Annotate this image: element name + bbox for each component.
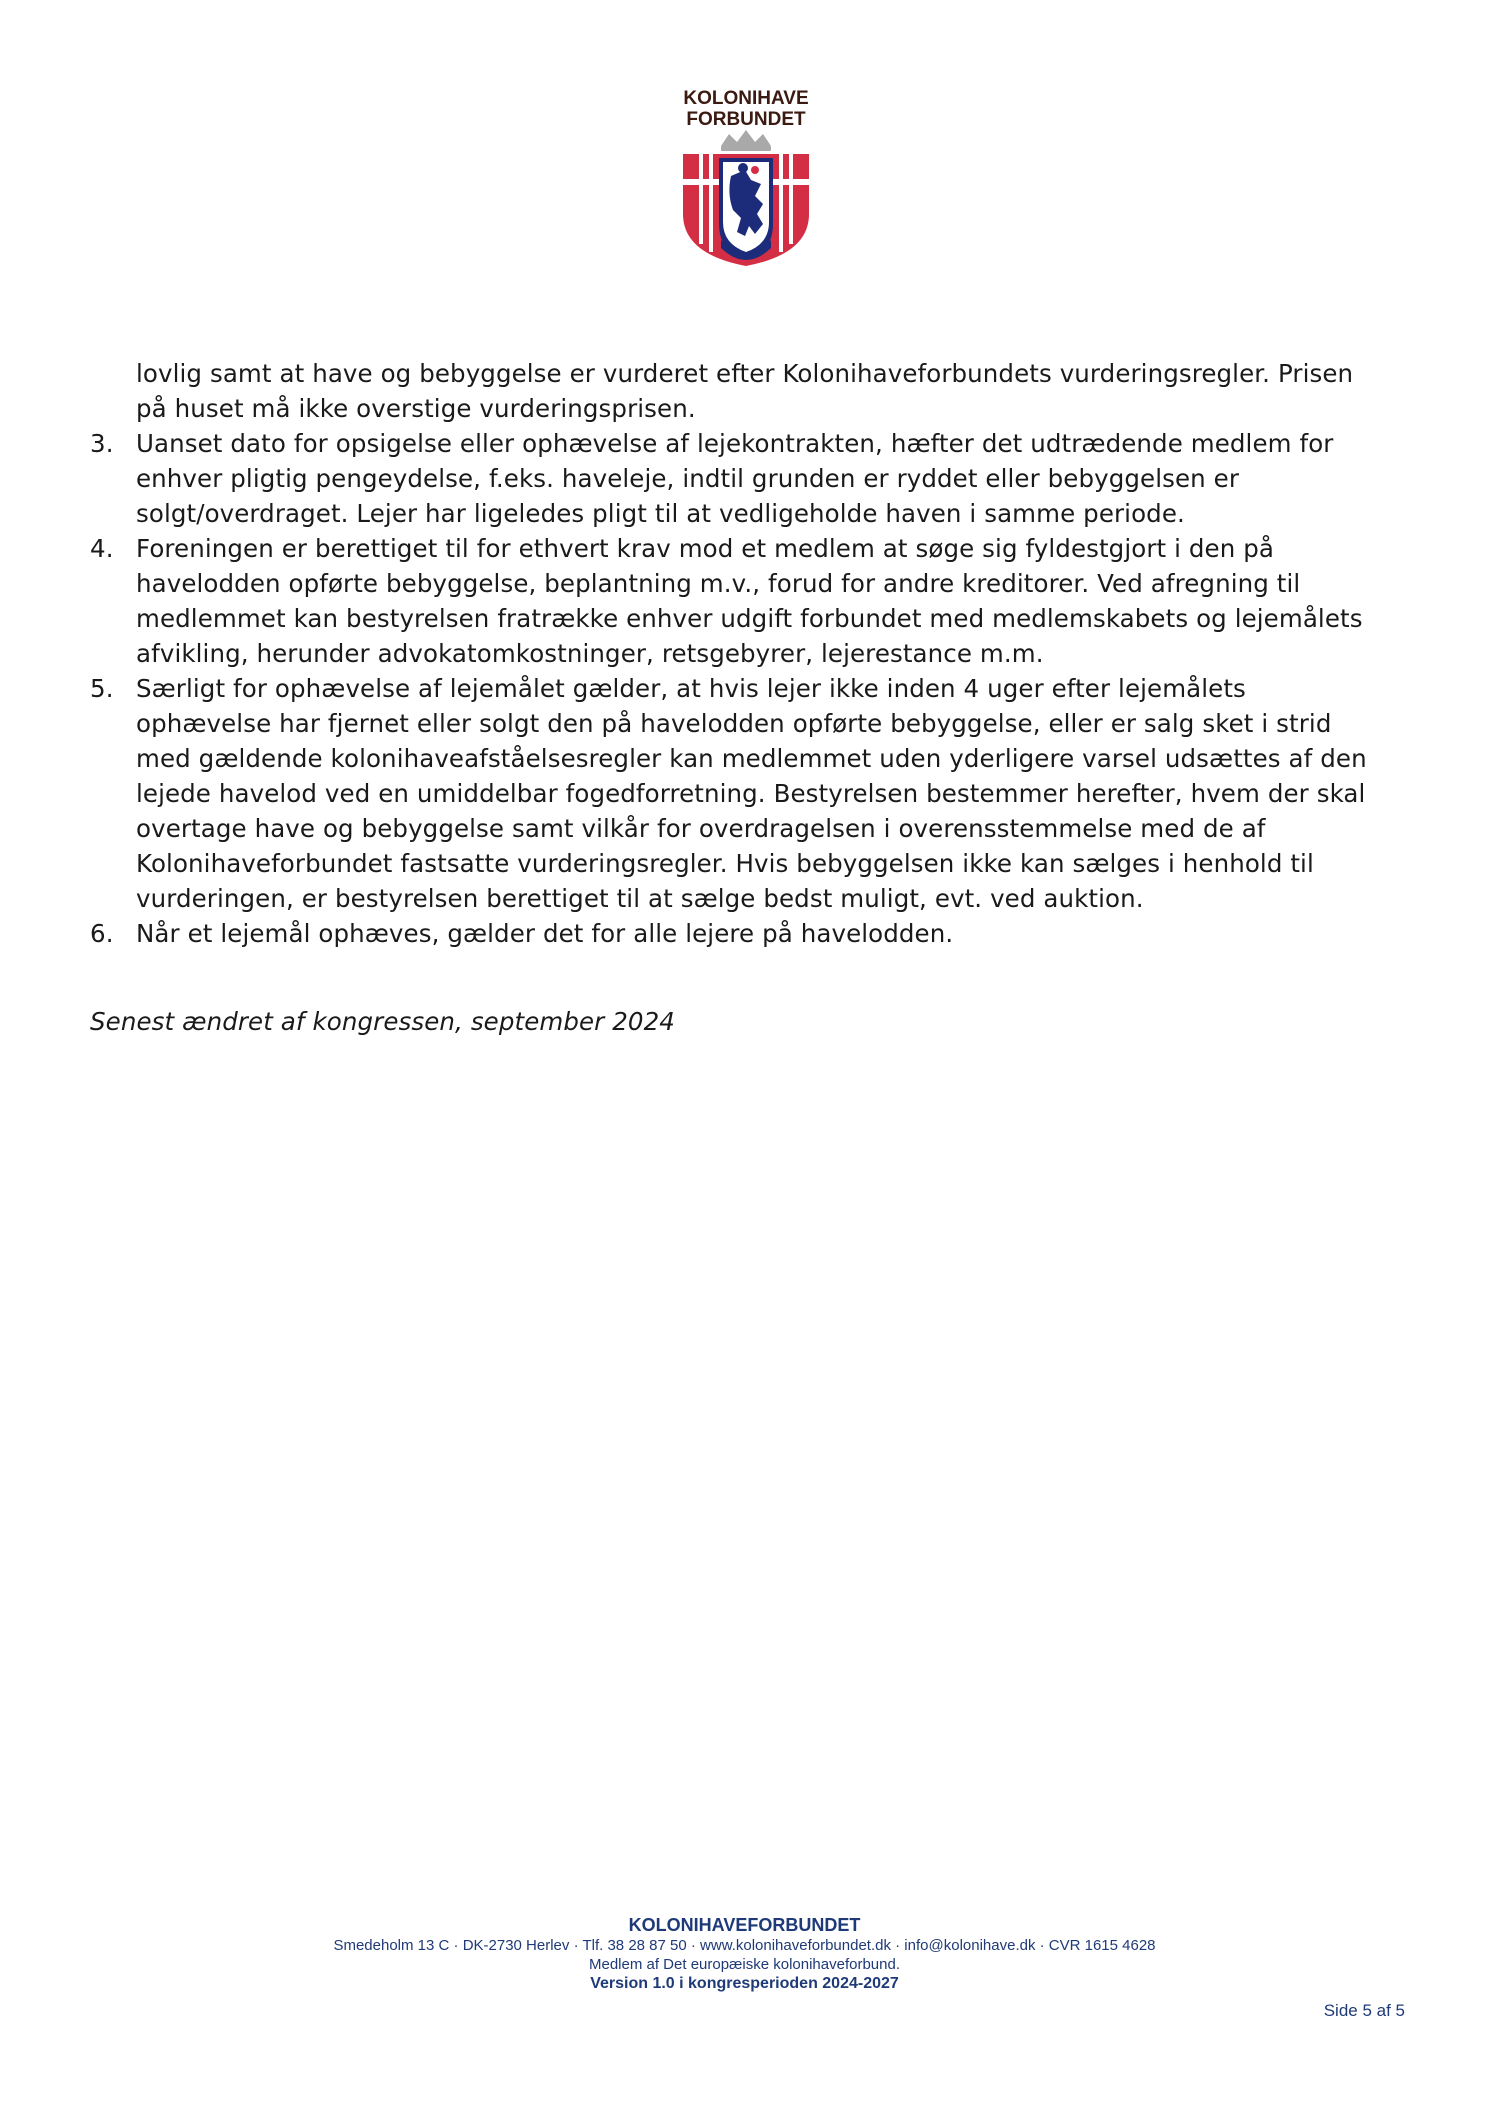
logo-line1: KOLONIHAVE	[683, 88, 809, 109]
list-item	[90, 916, 1410, 951]
list-item-number: 6.	[90, 919, 114, 948]
list-item-line: med gældende kolonihaveafståelsesregler kan medlemmet uden yderligere varsel udsættes af den	[136, 744, 1367, 773]
list-item	[90, 671, 1410, 916]
list-item-number: 3.	[90, 429, 114, 458]
list-item-line: Uanset dato for opsigelse eller ophævelse af lejekontrakten, hæfter det udtrædende medlem for	[136, 429, 1334, 458]
document-body	[90, 356, 1410, 1039]
list-item-line: enhver pligtig pengeydelse, f.eks. haveleje, indtil grunden er ryddet eller bebyggelsen er	[136, 464, 1240, 493]
shield-icon	[683, 154, 809, 266]
list-item-number: 4.	[90, 534, 114, 563]
list-item-number: 5.	[90, 674, 114, 703]
list-item-line: Foreningen er berettiget til for ethvert krav mod et medlem at søge sig fyldestgjort i den på	[136, 534, 1274, 563]
intro-line-1: lovlig samt at have og bebyggelse er vurderet efter Kolonihaveforbundets vurderingsregler. Prisen	[136, 359, 1354, 388]
intro-line-2: på huset må ikke overstige vurderingsprisen.	[136, 394, 696, 423]
logo-line2: FORBUNDET	[686, 109, 806, 130]
logo-emblem-icon	[671, 84, 821, 268]
footer-address: Smedeholm 13 C · DK-2730 Herlev · Tlf. 38 28 87 50 · www.kolonihaveforbundet.dk · info@kolonihave.dk · CVR 1615 4628	[333, 1937, 1156, 1954]
list-item-line: solgt/overdraget. Lejer har ligeledes pligt til at vedligeholde haven i samme periode.	[136, 499, 1185, 528]
footer-membership: Medlem af Det europæiske kolonihaveforbund.	[588, 1956, 900, 1973]
list-item-line: vurderingen, er bestyrelsen berettiget til at sælge bedst muligt, evt. ved auktion.	[136, 884, 1144, 913]
list-item	[90, 426, 1410, 531]
list-item-line: Kolonihaveforbundet fastsatte vurderingsregler. Hvis bebyggelsen ikke kan sælges i henhold til	[136, 849, 1314, 878]
list-item-line: Når et lejemål ophæves, gælder det for alle lejere på havelodden.	[136, 919, 954, 948]
list-item-line: afvikling, herunder advokatomkostninger, retsgebyrer, lejerestance m.m.	[136, 639, 1044, 668]
list-item	[90, 531, 1410, 671]
list-item-line: medlemmet kan bestyrelsen fratrække enhver udgift forbundet med medlemskabets og lejemålets	[136, 604, 1363, 633]
list-item-line: lejede havelod ved en umiddelbar fogedforretning. Bestyrelsen bestemmer herefter, hvem der skal	[136, 779, 1366, 808]
page-footer	[0, 1914, 1489, 1994]
list-item-line: overtage have og bebyggelse samt vilkår for overdragelsen i overensstemmelse med de af	[136, 814, 1266, 843]
list-item-line: havelodden opførte bebyggelse, beplantning m.v., forud for andre kreditorer. Ved afregning til	[136, 569, 1301, 598]
footer-org-name: KOLONIHAVEFORBUNDET	[628, 1915, 861, 1935]
footer-version: Version 1.0 i kongresperioden 2024-2027	[590, 1975, 899, 1992]
rules-list	[90, 426, 1410, 951]
list-item-line: ophævelse har fjernet eller solgt den på havelodden opførte bebyggelse, eller er salg sket i strid	[136, 709, 1332, 738]
amended-note: Senest ændret af kongressen, september 2024	[90, 1007, 675, 1036]
page-number: Side 5 af 5	[1323, 2001, 1405, 2020]
list-item-line: Særligt for ophævelse af lejemålet gælder, at hvis lejer ikke inden 4 uger efter lejemålets	[136, 674, 1246, 703]
kolonihaveforbundet-logo	[671, 84, 821, 268]
crown-icon	[721, 130, 771, 151]
